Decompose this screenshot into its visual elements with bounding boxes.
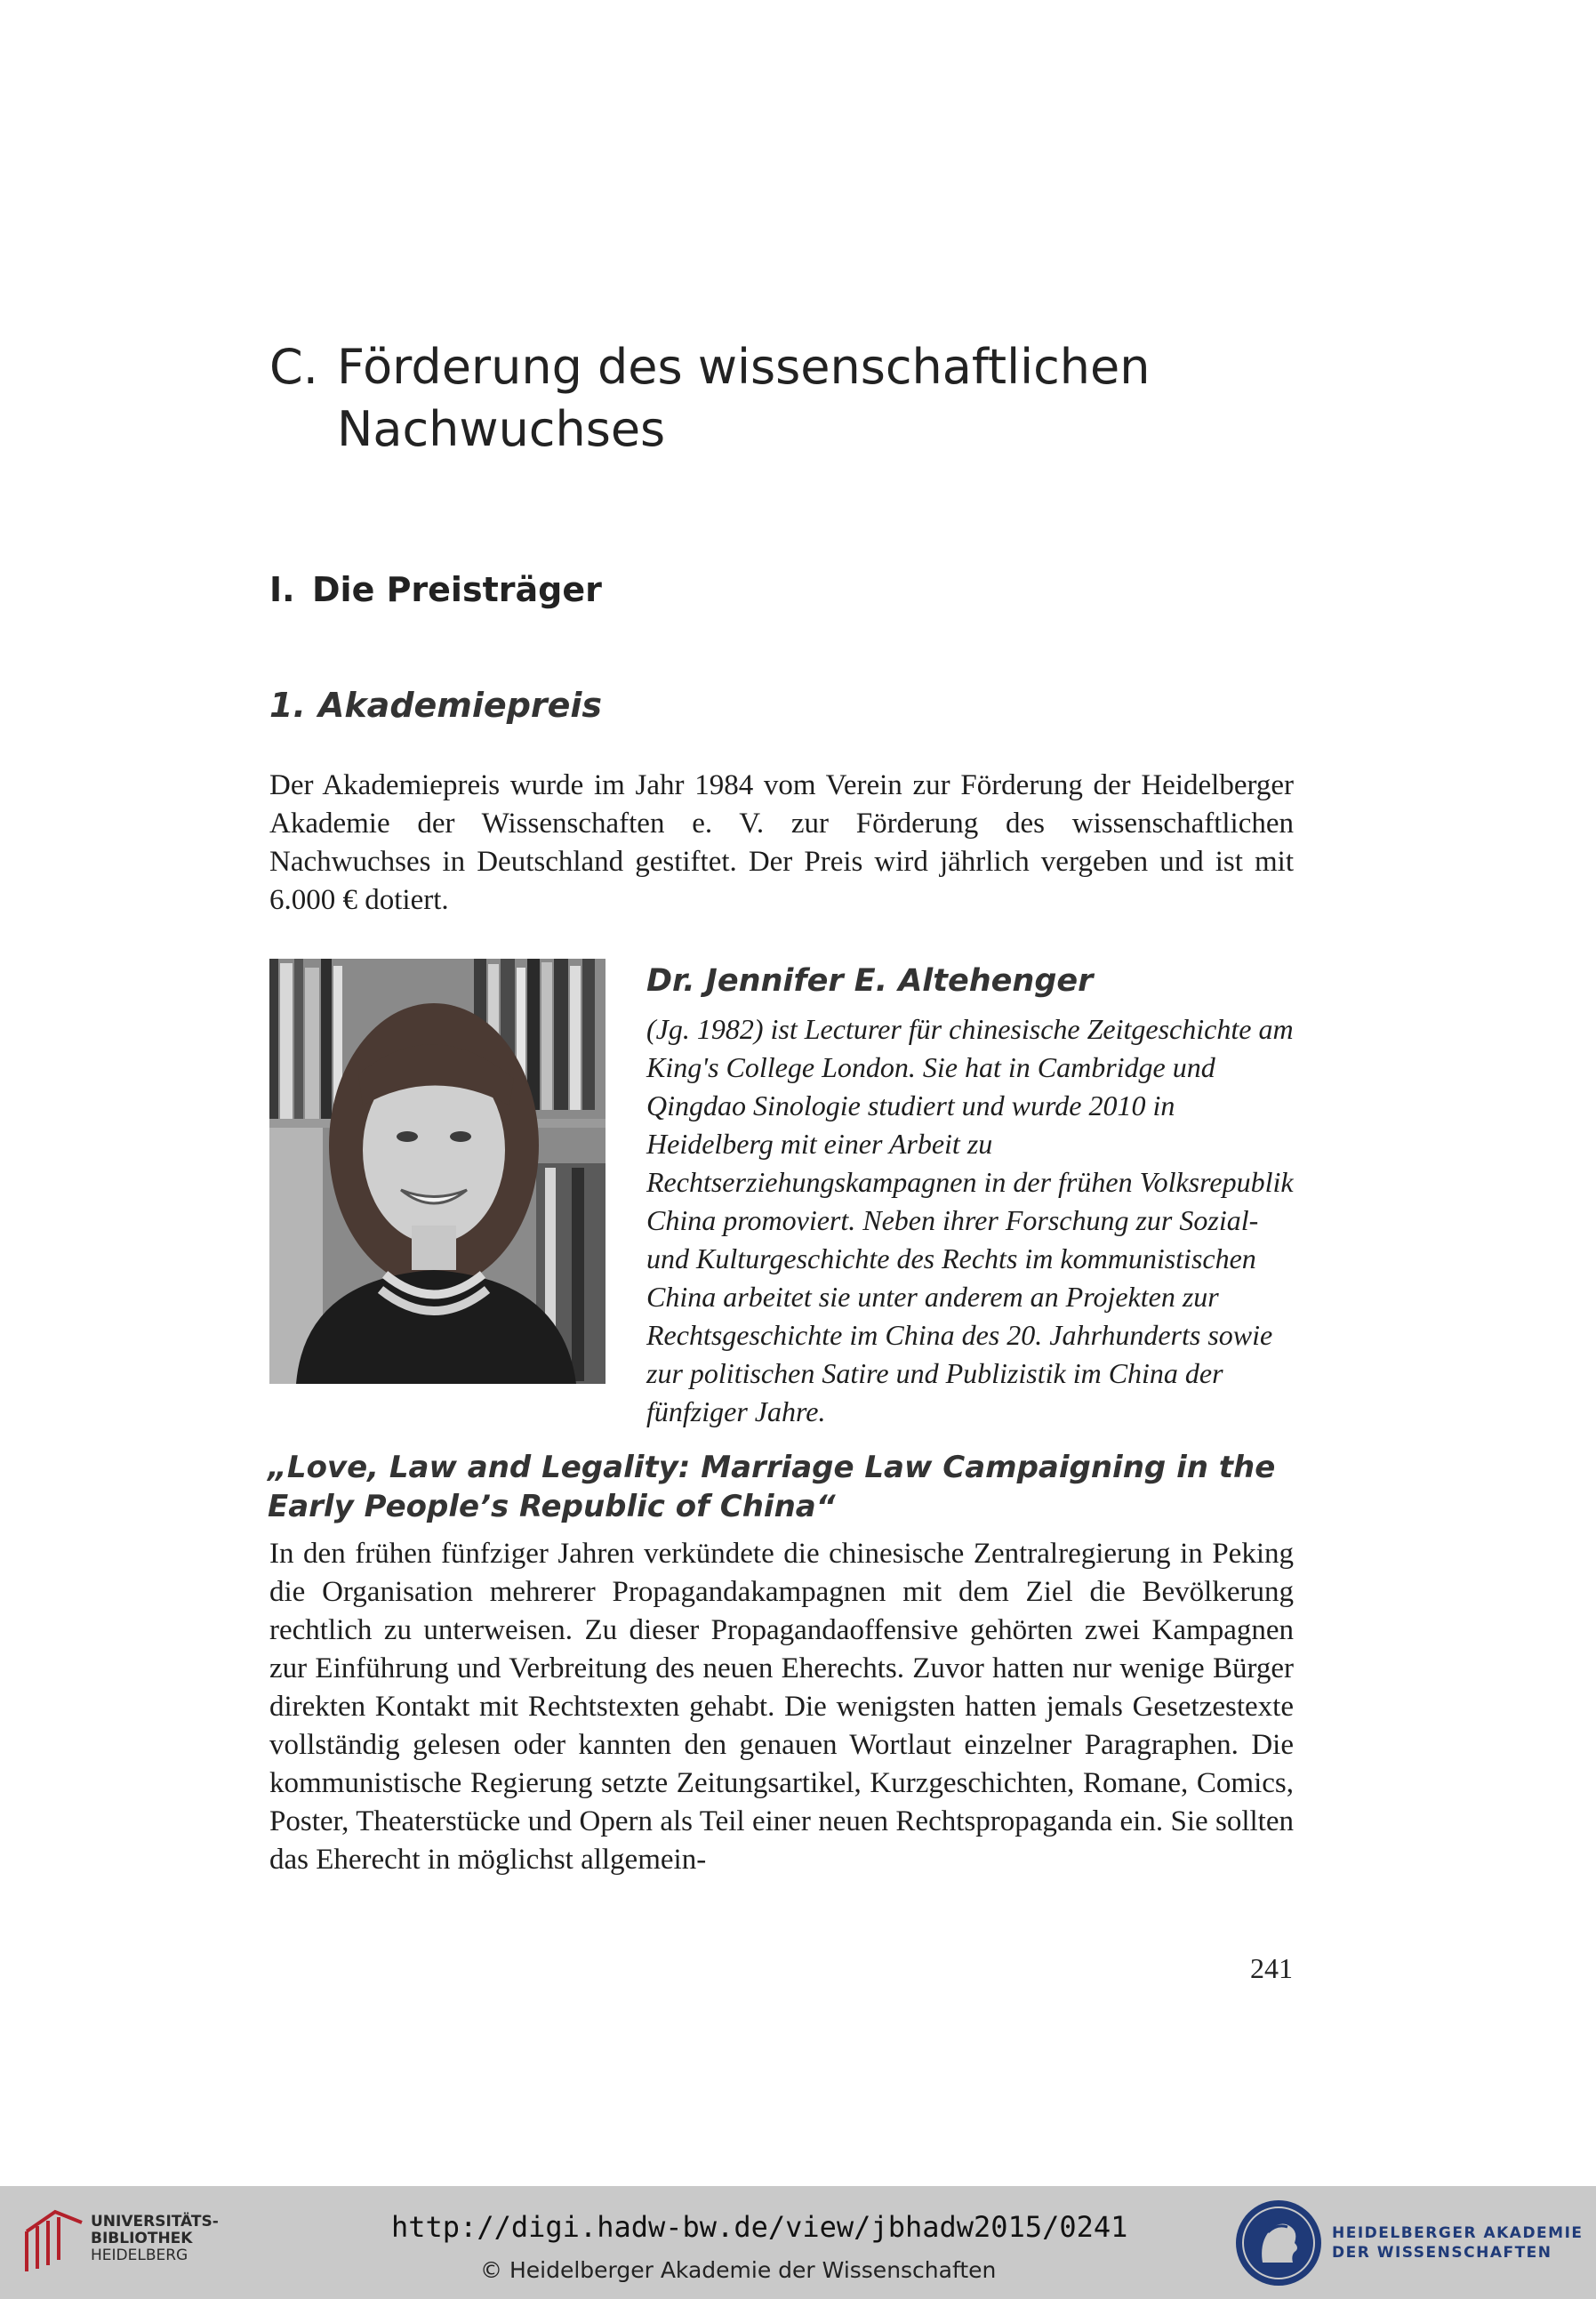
university-library-logo[interactable] [20,2201,393,2281]
chapter-number: C. [269,339,318,395]
portrait-photo [269,959,606,1384]
academy-name-line1: HEIDELBERGER AKADEMIE [1332,2224,1584,2242]
footer-copyright: © Heidelberger Akademie der Wissenschaften [480,2257,997,2283]
paper-title: „Love, Law and Legality: Marriage Law Campaigning in the Early People’s Republic of China“ [268,1450,1276,1524]
page-number: 241 [1250,1952,1293,1984]
awardee-name: Dr. Jennifer E. Altehenger [646,963,1094,999]
library-mark-icon [20,2205,86,2276]
academy-seal-icon [1232,2197,1325,2289]
chapter-title-text: Förderung des wissenschaftlichen Nachwuchses [337,339,1151,457]
section-title-text: Die Preisträger [312,570,602,609]
portrait-illustration [269,959,606,1384]
library-name-line1: UNIVERSITÄTS- [91,2213,219,2231]
subsection-number: 1. [269,686,306,725]
library-name-line3: HEIDELBERG [91,2247,188,2264]
body-paragraph: In den frühen fünfziger Jahren verkündete die chinesische Zentralregierung in Peking die Organisation mehrerer Propagandakampagnen mit dem Ziel die Bevölkerung rechtlich zu unterweisen. Zu dieser Propagandaoffensive gehörten zwei Kampagnen zur Einführung und Verbreitung des neuen Eherechts. Zuvor hatten nur wenige Bürger direkten Kontakt mit Rechtstexten gehabt. Die wenigsten hatten jemals Gesetzestexte vollständig gelesen oder kannten den genauen Wortlaut einzelner Paragraphen. Die kommunistische Regierung setzte Zeitungsartikel, Kurzgeschichten, Romane, Comics, Poster, Theaterstücke und Opern als Teil einer neuen Rechtspropaganda ein. Sie sollten das Eherecht in möglichst allgemein- [269,1538,1294,1876]
academy-name-line2: DER WISSENSCHAFTEN [1332,2244,1552,2262]
library-name-line2: BIBLIOTHEK [91,2230,193,2247]
footer-url-link[interactable]: http://digi.hadw-bw.de/view/jbhadw2015/0241 [391,2210,1128,2244]
awardee-bio: (Jg. 1982) ist Lecturer für chinesische Zeitgeschichte am King's College London. Sie hat in Cambridge und Qingdao Sinologie studiert und wurde 2010 in Heidelberg mit einer Arbeit zu Rechtserziehungskampagnen in der frühen Volksrepublik China promoviert. Neben ihrer Forschung zur Sozial- und Kulturgeschichte des Rechts im kommunistischen China arbeitet sie unter anderem an Projekten zur Rechtsgeschichte im China des 20. Jahrhunderts sowie zur politischen Satire und Publizistik im China der fünfziger Jahre. [646,1013,1294,1427]
intro-paragraph: Der Akademiepreis wurde im Jahr 1984 vom Verein zur Förderung der Heidelberger Akademie der Wissenschaften e. V. zur Förderung des wissenschaftlichen Nachwuchses in Deutschland gestiftet. Der Preis wird jährlich vergeben und ist mit 6.000 € dotiert. [269,769,1294,916]
section-number: I. [269,570,295,609]
academy-logo[interactable] [1227,2195,1583,2291]
subsection-title-text: Akademiepreis [318,686,603,725]
